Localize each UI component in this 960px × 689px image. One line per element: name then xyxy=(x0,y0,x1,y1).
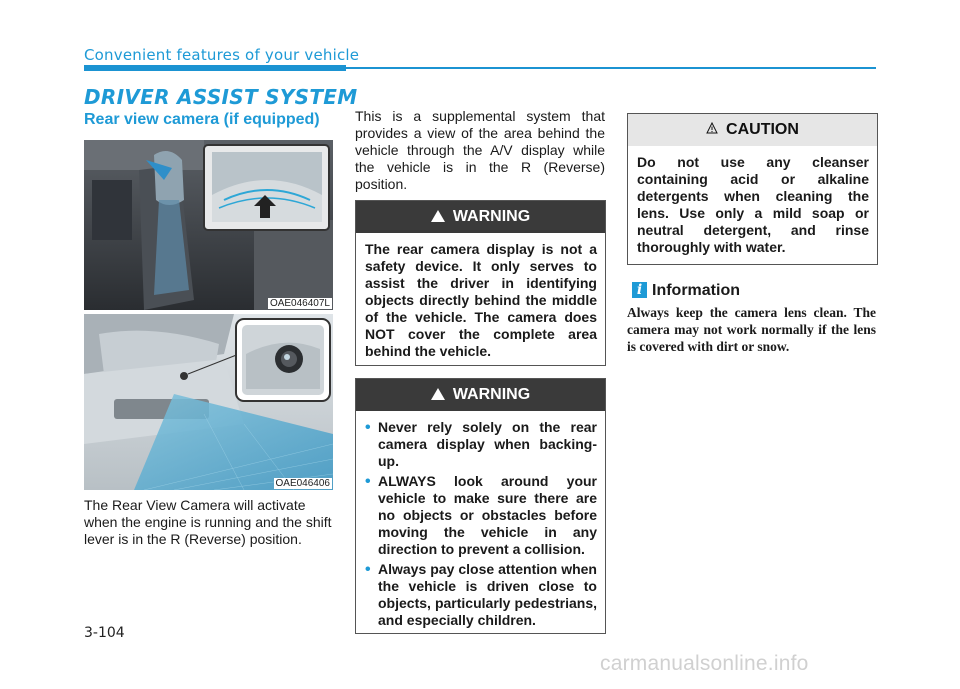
figure-rear-camera xyxy=(84,314,333,490)
col2-paragraph: This is a supplemental system that provides a view of the area behind the vehicle through the A/V display while the vehicle is in the R (Reverse) position. xyxy=(355,108,605,192)
warning-box-1-label: WARNING xyxy=(452,208,531,225)
caution-box-text: Do not use any cleanser containing acid or alkaline detergents when cleaning the lens. Use only a mild soap or neutral detergent, and rinse thoroughly with water. xyxy=(637,154,869,255)
list-item: • Never rely solely on the rear camera display when backing-up. xyxy=(365,419,597,470)
list-item: • ALWAYS look around your vehicle to make sure there are no objects or obstacles before moving the vehicle in any direction to prevent a collision. xyxy=(365,473,597,558)
caution-box-header xyxy=(628,114,877,146)
warning-box-2 xyxy=(355,378,606,634)
sub-title: Rear view camera (if equipped) xyxy=(84,111,320,128)
warning-box-2-header xyxy=(356,379,605,411)
figure2-code: OAE046406 xyxy=(275,478,330,489)
caution-box-label: CAUTION xyxy=(726,121,799,138)
warning-box-2-list xyxy=(365,419,597,629)
rear-camera-illustration xyxy=(84,314,333,490)
warning-icon xyxy=(431,210,445,222)
shift-lever-illustration xyxy=(84,140,333,310)
information-icon: i xyxy=(632,282,647,298)
warning-icon xyxy=(431,388,445,400)
caution-icon xyxy=(706,122,718,134)
figure-shift-lever-display xyxy=(84,140,333,310)
header-bar xyxy=(84,65,346,71)
information-title: Information xyxy=(652,282,740,299)
warning-box-2-body xyxy=(356,411,605,640)
warning-box-1-text: The rear camera display is not a safety device. It only serves to assist the driver in identifying objects directly behind the middle of the vehicle. The camera does NOT cover the complete area behind the vehicle. xyxy=(365,241,597,359)
caution-box xyxy=(627,113,878,265)
warning-box-2-label: WARNING xyxy=(452,386,531,403)
warning-box-1 xyxy=(355,200,606,366)
col1-paragraph: The Rear View Camera will activate when the engine is running and the shift lever is in the R (Reverse) position. xyxy=(84,497,332,547)
main-title: DRIVER ASSIST SYSTEM xyxy=(84,85,358,109)
section-header: Convenient features of your vehicle xyxy=(84,46,360,64)
page-number: 3-104 xyxy=(84,625,125,641)
warning-box-1-header xyxy=(356,201,605,233)
watermark: carmanualsonline.info xyxy=(600,652,809,675)
information-text: Always keep the camera lens clean. The camera may not work normally if the lens is covered with dirt or snow. xyxy=(627,305,876,354)
header-rule xyxy=(346,67,876,69)
figure1-code: OAE046407L xyxy=(269,298,330,309)
list-item: • Always pay close attention when the vehicle is driven close to objects, particularly pedestrians, and especially children. xyxy=(365,561,597,629)
